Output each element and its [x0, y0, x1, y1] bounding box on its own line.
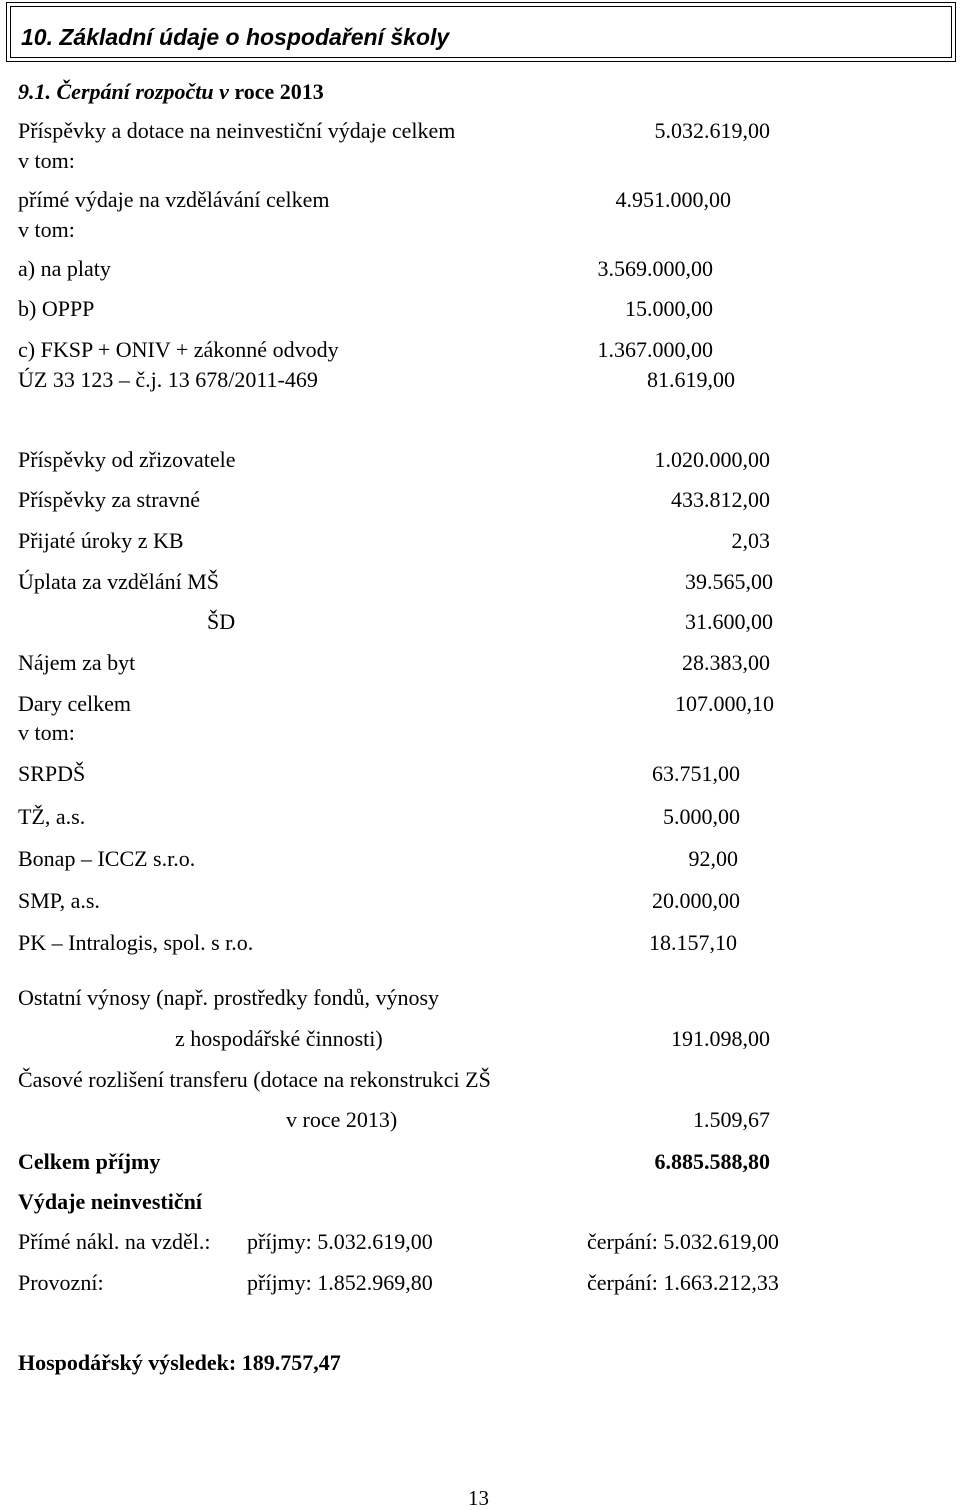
gift-value: 63.751,00 — [652, 761, 740, 786]
salaries-value: 3.569.000,00 — [597, 256, 713, 281]
fksp-value: 1.367.000,00 — [597, 337, 713, 362]
gifts-label: Dary celkem — [18, 691, 131, 716]
gift-label: TŽ, a.s. — [18, 804, 86, 829]
rent-label: Nájem za byt — [18, 650, 136, 675]
other-income-value: 191.098,00 — [671, 1026, 770, 1051]
chapter-header-inner — [10, 6, 952, 58]
economic-result: Hospodářský výsledek: 189.757,47 — [18, 1350, 341, 1375]
oppp-value: 15.000,00 — [625, 296, 713, 321]
chapter-title: 10. Základní údaje o hospodaření školy — [21, 24, 450, 50]
gift-label: PK – Intralogis, spol. s r.o. — [18, 930, 254, 955]
direct-costs-income: příjmy: 5.032.619,00 — [247, 1229, 433, 1254]
contributions-value: 5.032.619,00 — [654, 118, 770, 143]
operating-label: Provozní: — [18, 1270, 104, 1295]
of-which-label-2: v tom: — [18, 217, 75, 242]
total-income-value: 6.885.588,80 — [654, 1149, 770, 1174]
interest-label: Přijaté úroky z KB — [18, 528, 184, 553]
meals-value: 433.812,00 — [671, 487, 770, 512]
uz-value: 81.619,00 — [647, 367, 735, 392]
uz-label: ÚZ 33 123 – č.j. 13 678/2011-469 — [18, 367, 318, 392]
other-income-label-line2: z hospodářské činnosti) — [175, 1026, 383, 1051]
page-number: 13 — [468, 1486, 489, 1510]
tuition-ms-value: 39.565,00 — [685, 569, 773, 594]
gift-label: Bonap – ICCZ s.r.o. — [18, 846, 196, 871]
meals-label: Příspěvky za stravné — [18, 487, 201, 512]
tuition-label: Úplata za vzdělání MŠ — [18, 569, 219, 594]
gift-value: 20.000,00 — [652, 888, 740, 913]
operating-spent: čerpání: 1.663.212,33 — [587, 1270, 779, 1295]
transfer-label-line1: Časové rozlišení transferu (dotace na rekonstrukci ZŠ — [18, 1067, 491, 1092]
operating-income: příjmy: 1.852.969,80 — [247, 1270, 433, 1295]
interest-value: 2,03 — [731, 528, 770, 553]
gift-label: SRPDŠ — [18, 761, 86, 786]
oppp-label: b) OPPP — [18, 296, 95, 321]
tuition-sd-label: ŠD — [207, 609, 236, 634]
section-year-label: roce 2013 — [234, 79, 324, 104]
expenses-heading: Výdaje neinvestiční — [18, 1189, 202, 1214]
gift-value: 18.157,10 — [649, 930, 737, 955]
section-number-label: 9.1. Čerpání rozpočtu v — [18, 79, 229, 104]
gifts-value: 107.000,10 — [675, 691, 774, 716]
gift-value: 5.000,00 — [663, 804, 740, 829]
section-title — [18, 81, 324, 103]
transfer-label-line2: v roce 2013) — [286, 1107, 398, 1132]
founder-label: Příspěvky od zřizovatele — [18, 447, 236, 472]
gift-label: SMP, a.s. — [18, 888, 100, 913]
other-income-label-line1: Ostatní výnosy (např. prostředky fondů, výnosy — [18, 985, 440, 1010]
gifts-of-which-label: v tom: — [18, 720, 75, 745]
direct-costs-spent: čerpání: 5.032.619,00 — [587, 1229, 779, 1254]
tuition-sd-value: 31.600,00 — [685, 609, 773, 634]
salaries-label: a) na platy — [18, 256, 111, 281]
direct-expenses-label: přímé výdaje na vzdělávání celkem — [18, 187, 330, 212]
fksp-label: c) FKSP + ONIV + zákonné odvody — [18, 337, 339, 362]
gift-value: 92,00 — [688, 846, 738, 871]
rent-value: 28.383,00 — [682, 650, 770, 675]
founder-value: 1.020.000,00 — [654, 447, 770, 472]
total-income-label: Celkem příjmy — [18, 1149, 161, 1174]
direct-expenses-value: 4.951.000,00 — [615, 187, 731, 212]
contributions-label: Příspěvky a dotace na neinvestiční výdaje celkem — [18, 118, 456, 143]
direct-costs-label: Přímé nákl. na vzděl.: — [18, 1229, 211, 1254]
chapter-header-box — [6, 2, 956, 62]
transfer-value: 1.509,67 — [693, 1107, 770, 1132]
of-which-label-1: v tom: — [18, 148, 75, 173]
